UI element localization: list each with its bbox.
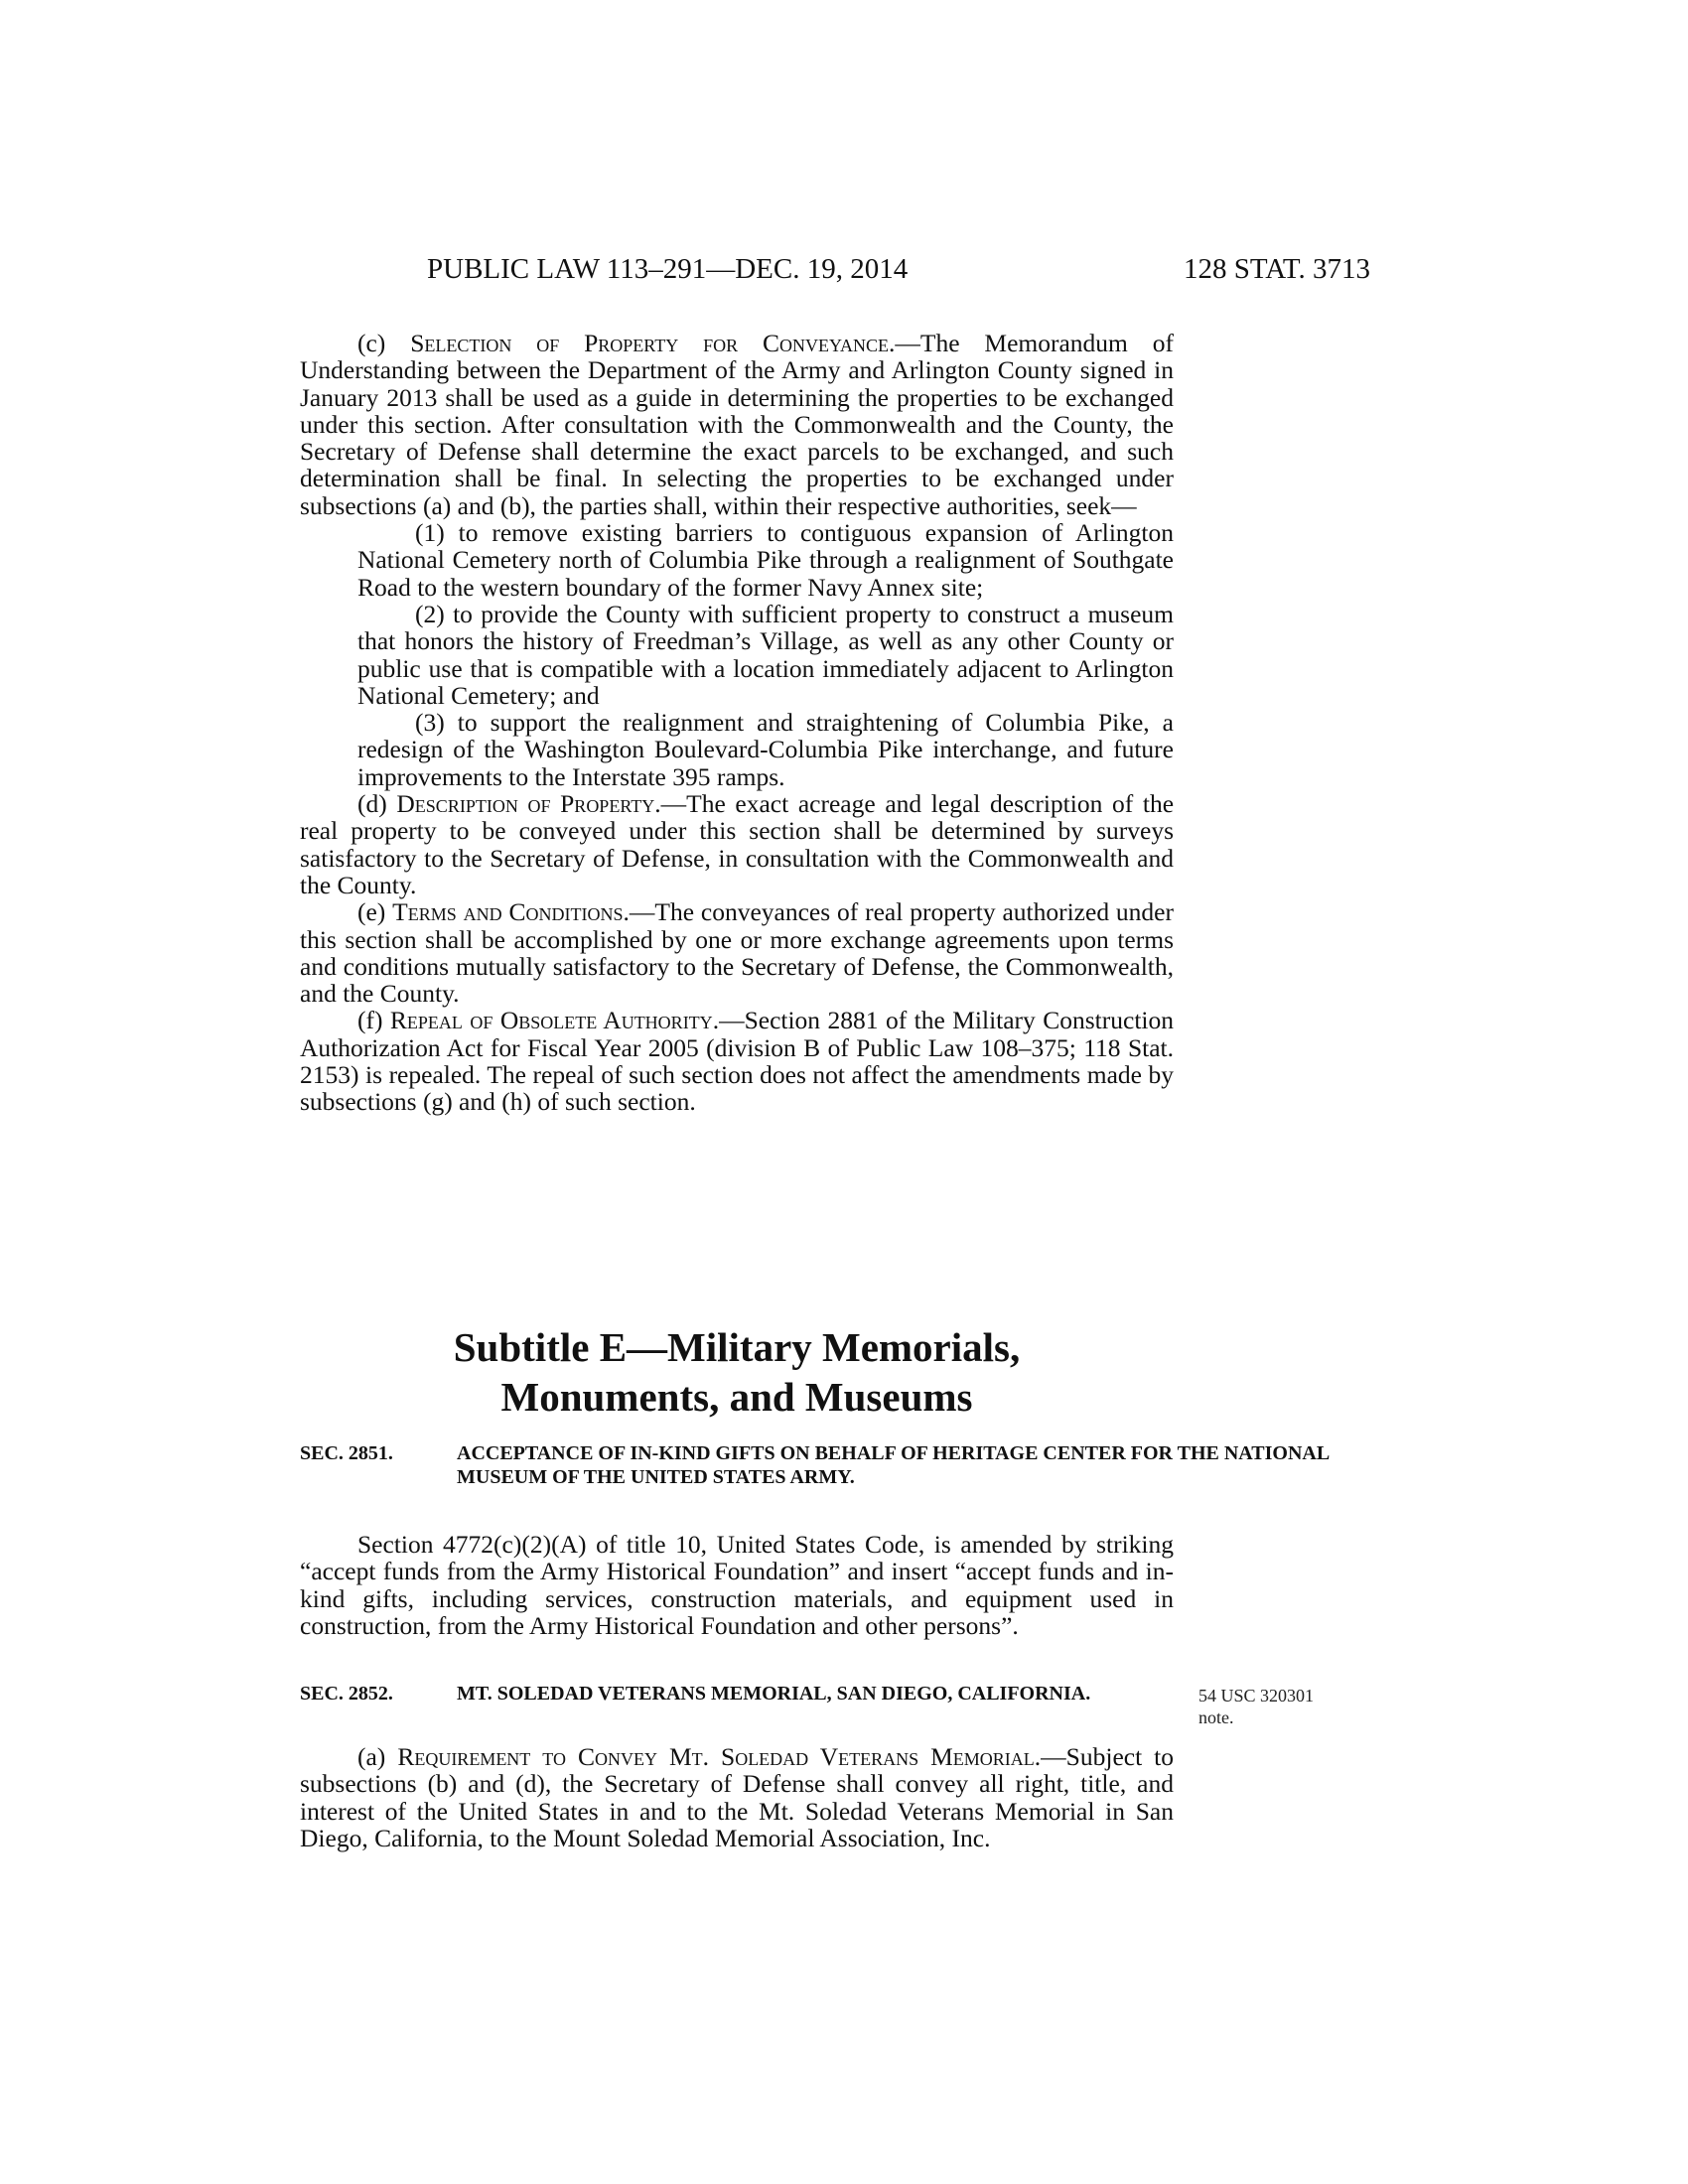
section-2851-body: Section 4772(c)(2)(A) of title 10, United States Code, is amended by striking “accept funds from the Army Historical Foundation” and insert “accept funds and in-kind gifts, including services, construction materials, and equipment used in construction, from the Army Historical Foundation and other persons”.: [300, 1530, 1174, 1640]
subsection-a: (a) Requirement to Convey Mt. Soledad Veterans Memorial.—Subject to subsections (b) and (d), the Secretary of Defense shall convey all right, title, and interest of the United States in and to the Mt. Soledad Veterans Memorial in San Diego, California, to the Mount Soledad Memorial Association, Inc.: [300, 1742, 1174, 1852]
section-title: ACCEPTANCE OF IN-KIND GIFTS ON BEHALF OF HERITAGE CENTER FOR THE NATIONAL MUSEUM OF THE UNITED STATES ARMY.: [457, 1442, 1330, 1488]
subtitle-heading: Subtitle E—Military Memorials, Monuments, and Museums: [453, 1324, 1021, 1420]
subsection-f: (f) Repeal of Obsolete Authority.—Section 2881 of the Military Construction Authorization Act for Fiscal Year 2005 (division B of Public Law 108–375; 118 Stat. 2153) is repealed. The repeal of such section does not affect the amendments made by subsections (g) and (h) of such section.: [300, 1006, 1174, 1117]
list-item: (2) to provide the County with sufficient property to construct a museum that honors the history of Freedman’s Village, as well as any other County or public use that is compatible with a location immediately adjacent to Arlington National Cemetery; and: [357, 599, 1174, 710]
section-title: MT. SOLEDAD VETERANS MEMORIAL, SAN DIEGO, CALIFORNIA.: [457, 1683, 1091, 1705]
section-number: SEC. 2851.: [300, 1442, 393, 1464]
subsection-d: (d) Description of Property.—The exact acreage and legal description of the real property to be conveyed under this section shall be determined by surveys satisfactory to the Secretary of Defense, in consultation with the Commonwealth and the County.: [300, 789, 1175, 899]
public-law-citation: PUBLIC LAW 113–291—DEC. 19, 2014: [427, 253, 909, 285]
section-2852-body: [300, 1743, 1174, 1851]
list-item: (3) to support the realignment and straightening of Columbia Pike, a redesign of the Washington Boulevard-Columbia Pike interchange, and future improvements to the Interstate 395 ramps.: [357, 708, 1174, 791]
subsection-heading: Description of Property: [396, 789, 655, 819]
section-2852-heading: [300, 1682, 1331, 1706]
section-2851-heading: [300, 1441, 1331, 1489]
subsection-c: (c) Selection of Property for Conveyance.—The Memorandum of Understanding between the Department of the Army and Arlington County signed in January 2013 shall be used as a guide in determining the properties to be exchanged under this section. After consultation with the Commonwealth and the County, the Secretary of Defense shall determine the exact parcels to be exchanged, and such determination shall be final. In selecting the properties to be exchanged under subsections (a) and (b), the parties shall, within their respective authorities, seek—: [300, 329, 1174, 520]
subsections-block: [300, 330, 1174, 1116]
section-number: SEC. 2852.: [300, 1683, 393, 1705]
subsection-heading: Terms and Conditions: [392, 897, 624, 927]
page-header: [298, 253, 1370, 293]
margin-note: 54 USC 320301 note.: [1198, 1686, 1315, 1727]
statute-page-number: 128 STAT. 3713: [1183, 253, 1370, 285]
list-item: (1) to remove existing barriers to contiguous expansion of Arlington National Cemetery north of Columbia Pike through a realignment of Southgate Road to the western boundary of the former Navy Annex site;: [357, 518, 1174, 602]
subsection-heading: Selection of Property for Conveyance: [410, 329, 889, 357]
subsection-heading: Requirement to Convey Mt. Soledad Veterans Memorial: [397, 1742, 1035, 1771]
subsection-heading: Repeal of Obsolete Authority: [389, 1006, 713, 1035]
subsection-e: (e) Terms and Conditions.—The conveyances of real property authorized under this section shall be accomplished by one or more exchange agreements upon terms and conditions mutually satisfactory to the Secretary of Defense, the Commonwealth, and the County.: [300, 897, 1174, 1009]
